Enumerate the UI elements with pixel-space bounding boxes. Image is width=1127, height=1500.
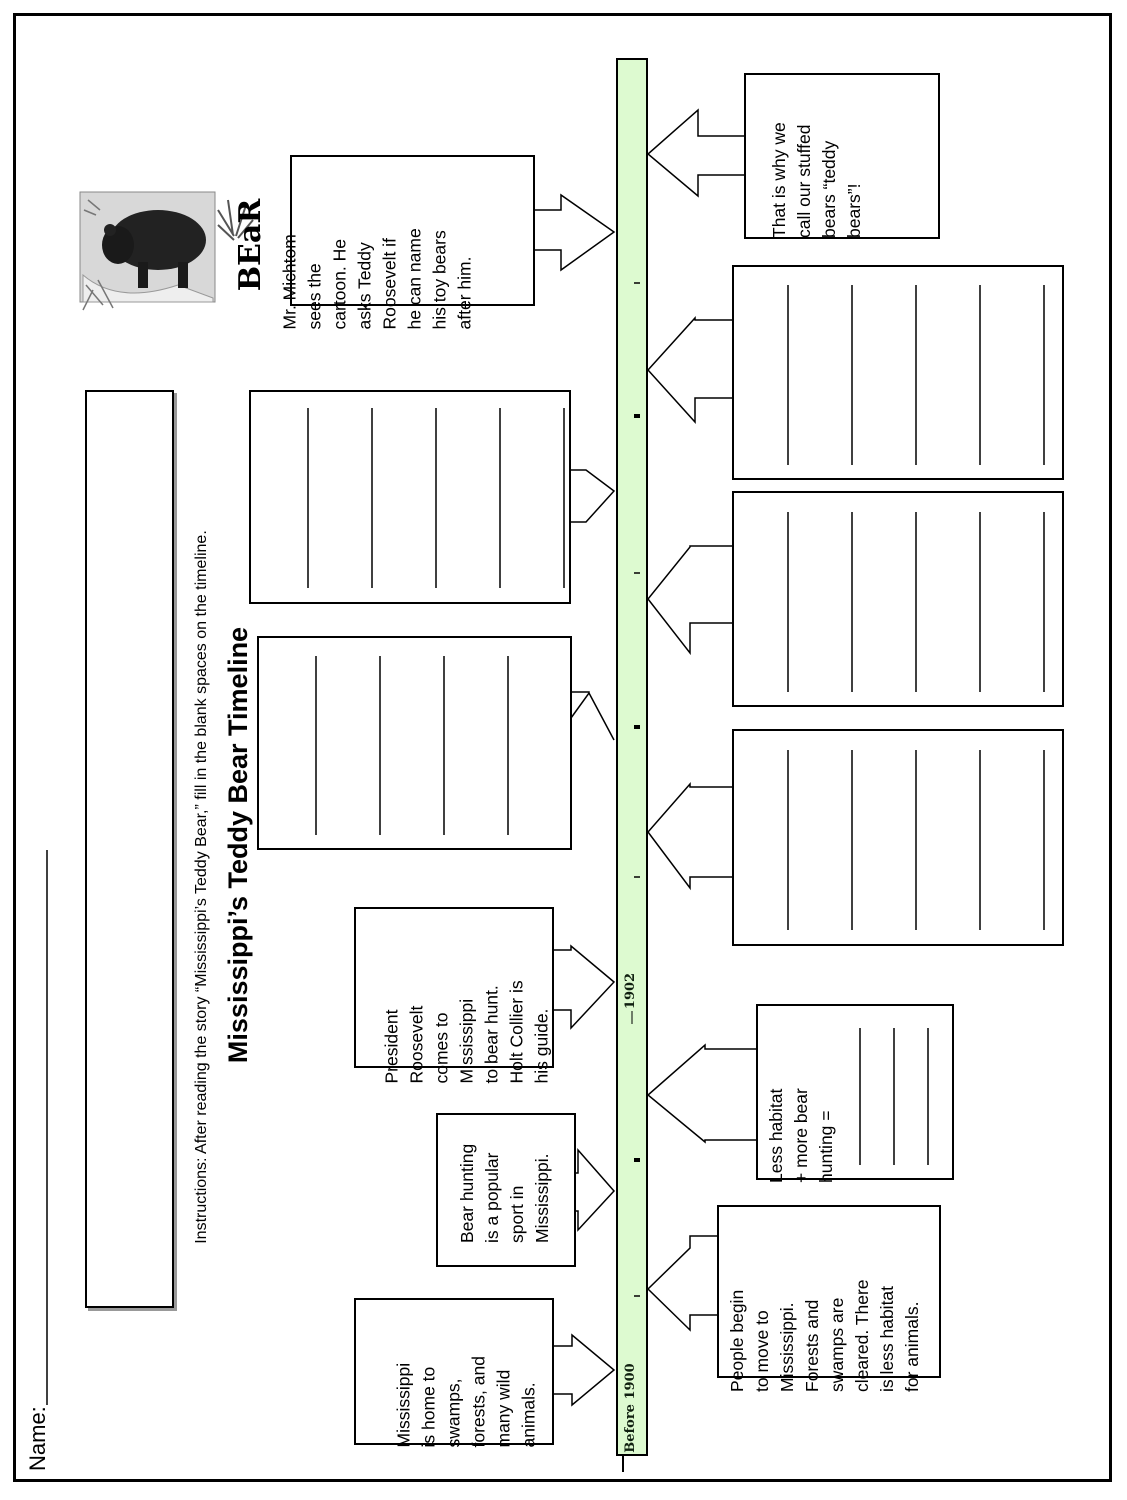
event-text-6: Mr. Michtom sees the cartoon. He asks Teddy Roosevelt if he can name his toy bears after him. [279, 228, 475, 330]
page-title: Mississippi’s Teddy Bear Timeline [223, 626, 253, 1064]
event-text-1: Mississippi is home to swamps, forests, and many wild animals. [393, 1356, 539, 1448]
logo-text: BEaR [233, 198, 268, 292]
instructions: Instructions: After reading the story “Mississippi’s Teddy Bear,” fill in the blank spaces on the timeline. [193, 530, 210, 1244]
name-label: Name: [25, 1406, 50, 1471]
event-text-5: President Roosevelt comes to Mississippi to bear hunt. Holt Collier is his guide. [381, 980, 552, 1084]
event-text-2: People begin to move to Mississippi. Forests and swamps are cleared. There is less habitat for animals. [727, 1279, 922, 1392]
timeline-year-1902: 1902 [623, 972, 638, 1010]
timeline-start-label: Before 1900 [623, 1363, 638, 1453]
event-text-3: Bear hunting is a popular sport in Mississippi. [457, 1143, 552, 1243]
event-text-7: That is why we call our stuffed bears “teddy bears”! [769, 122, 864, 238]
event-text-4: Less habitat + more bear hunting = [766, 1088, 836, 1183]
